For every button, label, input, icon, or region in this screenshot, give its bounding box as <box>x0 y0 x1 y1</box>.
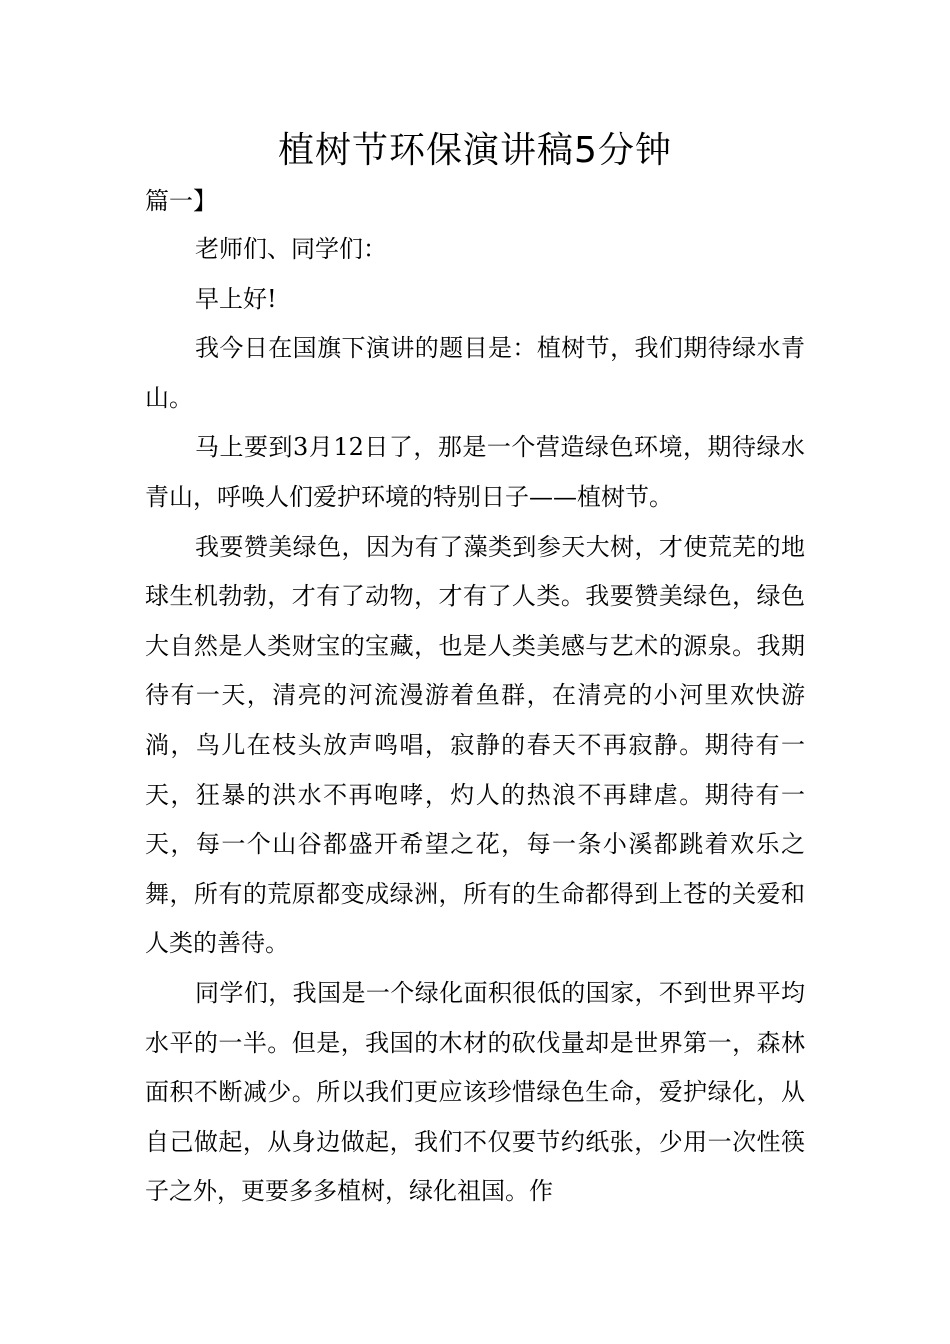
paragraph-classmates: 同学们，我国是一个绿化面积很低的国家，不到世界平均水平的一半。但是，我国的木材的砍伐量却是世界第一，森林面积不断减少。所以我们更应该珍惜绿色生命，爱护绿化，从自己做起，从身边做起，我们不仅要节约纸张，少用一次性筷子之外，更要多多植树，绿化祖国。作 <box>145 978 805 1206</box>
paragraph-topic: 我今日在国旗下演讲的题目是：植树节，我们期待绿水青山。 <box>145 334 805 412</box>
paragraph-arbor-day: 马上要到3月12日了，那是一个营造绿色环境，期待绿水青山，呼唤人们爱护环境的特别日子——植树节。 <box>145 433 805 511</box>
document-body <box>145 225 805 1217</box>
paragraph-good-morning: 早上好! <box>195 284 277 313</box>
section-label: 篇一】 <box>145 187 217 215</box>
paragraph-greeting: 老师们、同学们： <box>195 235 387 263</box>
paragraph-praise-green: 我要赞美绿色，因为有了藻类到参天大树，才使荒芜的地球生机勃勃，才有了动物，才有了人类。我要赞美绿色，绿色大自然是人类财宝的宝藏，也是人类美感与艺术的源泉。我期待有一天，清亮的河流漫游着鱼群，在清亮的小河里欢快游淌，鸟儿在枝头放声鸣唱，寂静的春天不再寂静。期待有一天，狂暴的洪水不再咆哮，灼人的热浪不再肆虐。期待有一天，每一个山谷都盛开希望之花，每一条小溪都跳着欢乐之舞，所有的荒原都变成绿洲，所有的生命都得到上苍的关爱和人类的善待。 <box>145 532 805 958</box>
document-title: 植树节环保演讲稿5分钟 <box>278 130 672 171</box>
